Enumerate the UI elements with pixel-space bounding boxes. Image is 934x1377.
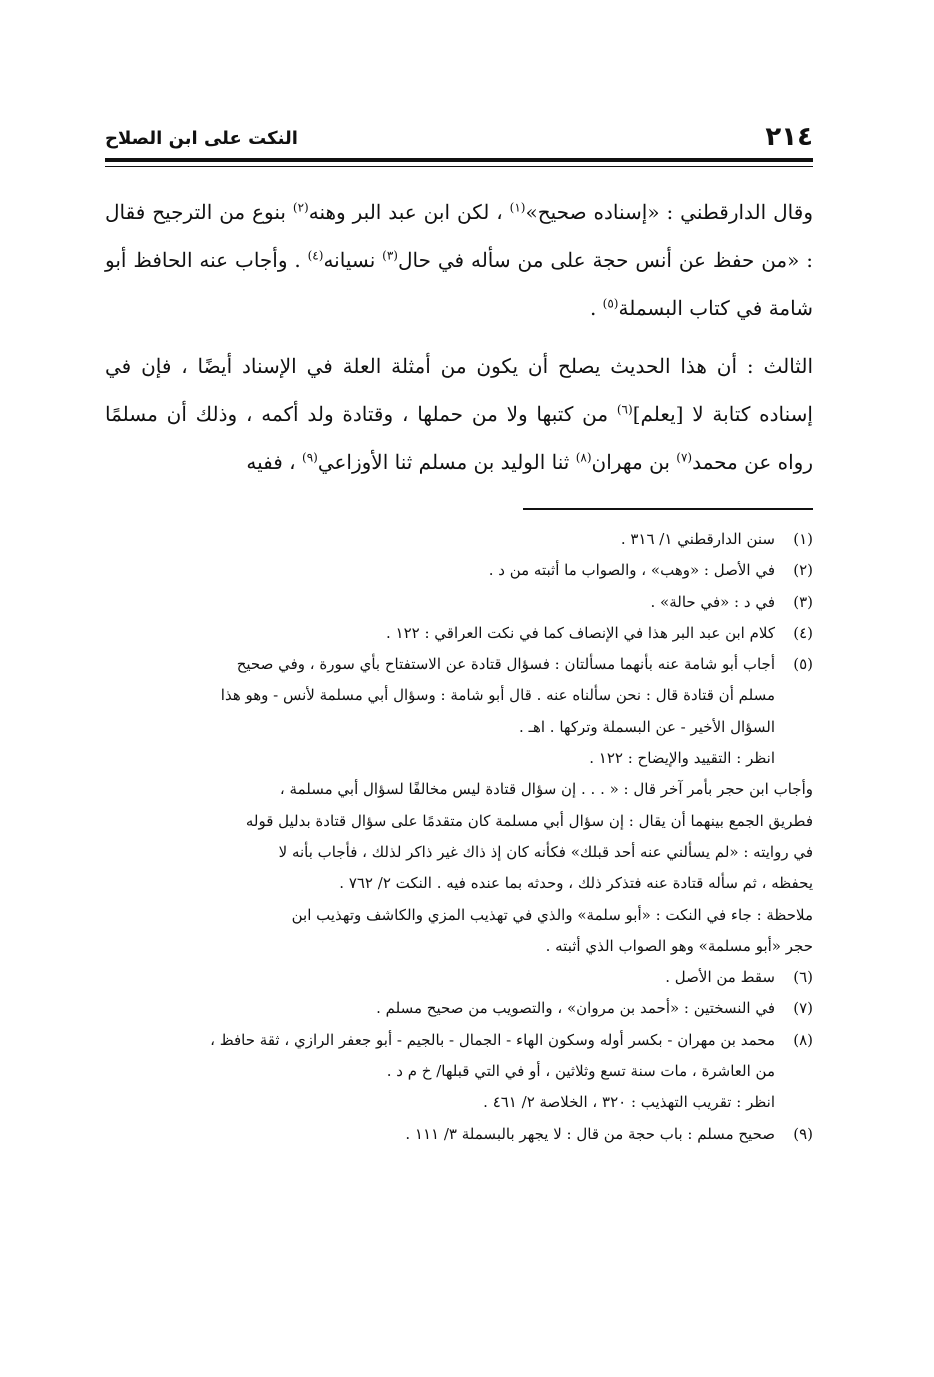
footnote-ref: (٢) bbox=[292, 200, 309, 215]
footnote-line: سنن الدارقطني ١/ ٣١٦ . bbox=[620, 530, 775, 548]
footnote bbox=[105, 1025, 813, 1119]
text-run: . bbox=[589, 296, 603, 320]
text-run: وقال الدارقطني : «إسناده صحيح» bbox=[525, 200, 813, 224]
footnote-line: مسلم أن قتادة قال : نحن سألناه عنه . قال أبو شامة : وسؤال أبي مسلمة لأنس - وهو هذا bbox=[220, 686, 775, 705]
header-rule-thin bbox=[105, 166, 813, 167]
footnote bbox=[105, 993, 813, 1024]
paragraph-1 bbox=[105, 188, 813, 332]
footnote-number: (٩) bbox=[793, 1124, 813, 1143]
footnote bbox=[105, 1119, 813, 1150]
footnote-line: سقط من الأصل . bbox=[665, 968, 775, 987]
footnote-ref: (٣) bbox=[382, 248, 398, 263]
footnote-separator bbox=[523, 508, 813, 510]
footnote-line: صحيح مسلم : باب حجة من قال : لا يجهر بالبسملة ٣/ ١١١ . bbox=[405, 1124, 775, 1143]
footnote-number: (٦) bbox=[793, 968, 813, 987]
text-run: ثنا الوليد بن مسلم ثنا الأوزاعي bbox=[317, 450, 576, 474]
footnotes bbox=[105, 524, 813, 1150]
footnote-line: أجاب أبو شامة عنه بأنهما مسألتان : فسؤال قتادة عن الاستفتاح بأي سورة ، وفي صحيح bbox=[236, 655, 775, 674]
header-rule bbox=[105, 158, 813, 162]
footnote-ref: (٩) bbox=[302, 450, 318, 465]
footnote-number: (١) bbox=[793, 530, 813, 548]
footnote-line: انظر : تقريب التهذيب : ٣٢٠ ، الخلاصة ٢/ ٤٦١ . bbox=[483, 1093, 775, 1112]
text-run: بن مهران bbox=[591, 450, 677, 474]
text-run: من كتبها ولا من حملها ، وقتادة ولد أكمه ، وذلك أن مسلمًا رواه عن محمد bbox=[105, 402, 813, 474]
footnote-line: السؤال الأخير - عن البسملة وتركها . اهـ . bbox=[519, 717, 775, 736]
footnote-ref: (٤) bbox=[307, 248, 324, 263]
footnote bbox=[105, 587, 813, 618]
footnote-line: في النسختين : «أحمد بن مروان» ، والتصويب من صحيح مسلم . bbox=[376, 999, 775, 1018]
footnote-number: (٧) bbox=[793, 999, 813, 1018]
text-run: ، لكن ابن عبد البر وهنه bbox=[308, 200, 510, 224]
footnote bbox=[105, 962, 813, 993]
footnote-ref: (٥) bbox=[602, 296, 619, 311]
text-run: بنوع من الترجيح فقال : «من حفظ عن أنس حجة على من سأله في حال bbox=[105, 200, 813, 272]
footnote-line: فطريق الجمع بينهما أن يقال : إن سؤال أبي مسلمة كان متقدمًا على سؤال قتادة بدليل قوله bbox=[245, 811, 813, 830]
footnote-line: من العاشرة ، مات سنة تسع وثلاثين ، أو في التي قبلها/ خ م د . bbox=[386, 1062, 775, 1081]
footnote-number: (٤) bbox=[793, 623, 813, 642]
footnote bbox=[105, 524, 813, 555]
footnote-ref: (١) bbox=[509, 200, 526, 215]
footnote bbox=[105, 649, 813, 962]
footnote-number: (٥) bbox=[793, 655, 813, 674]
paragraph-2 bbox=[105, 342, 813, 486]
text-run: ، ففيه bbox=[246, 450, 302, 474]
footnote-ref: (٦) bbox=[616, 402, 633, 417]
footnote-number: (٨) bbox=[793, 1030, 813, 1049]
page-header bbox=[105, 118, 813, 158]
footnote-number: (٢) bbox=[793, 561, 813, 580]
footnote-number: (٣) bbox=[793, 592, 813, 611]
footnote-line: وأجاب ابن حجر بأمر آخر قال : « . . . إن سؤال قتادة ليس مخالفًا لسؤال أبي مسلمة ، bbox=[279, 780, 813, 799]
book-page bbox=[105, 0, 813, 1377]
footnote-line: ملاحظة : جاء في النكت : «أبو سلمة» والذي في تهذيب المزي والكاشف وتهذيب ابن bbox=[291, 905, 813, 924]
text-run: . وأجاب عنه الحافظ أبو شامة في كتاب البسملة bbox=[105, 248, 813, 320]
footnote-line: كلام ابن عبد البر هذا في الإنصاف كما في نكت العراقي : ١٢٢ . bbox=[385, 623, 775, 642]
footnote-line: انظر : التقييد والإيضاح : ١٢٢ . bbox=[589, 749, 775, 768]
footnote-line: في الأصل : «وهب» ، والصواب ما أثبته من د . bbox=[488, 561, 775, 580]
footnote-line: محمد بن مهران - بكسر أوله وسكون الهاء - الجمال - بالجيم - أبو جعفر الرازي ، ثقة حافظ ، bbox=[210, 1030, 775, 1049]
main-text bbox=[105, 188, 813, 486]
footnote-line: في روايته : «لم يسألني عنه أحد قبلك» فكأنه كان إذ ذاك غير ذاكر لذلك ، فأجاب بأنه لا bbox=[278, 842, 813, 861]
running-title: النكت على ابن الصلاح bbox=[105, 128, 298, 149]
page-number: ٢١٤ bbox=[765, 122, 813, 152]
footnote-line: في د : «في حالة» . bbox=[650, 592, 775, 611]
footnote-line: يحفظه ، ثم سأله قتادة عنه فتذكر ذلك ، وحدثه بما عنده فيه . النكت ٢/ ٧٦٢ . bbox=[339, 874, 813, 893]
text-run: الثالث : أن هذا الحديث يصلح أن يكون من أمثلة العلة في الإسناد أيضًا ، فإن في إسناده كتابة لا [يعلم] bbox=[105, 354, 813, 426]
footnote bbox=[105, 618, 813, 649]
footnote-ref: (٨) bbox=[575, 450, 592, 465]
footnote bbox=[105, 555, 813, 586]
footnote-line: حجر «أبو مسلمة» وهو الصواب الذي أثبته . bbox=[545, 936, 813, 955]
footnote-ref: (٧) bbox=[676, 450, 693, 465]
text-run: نسيانه bbox=[323, 248, 383, 272]
